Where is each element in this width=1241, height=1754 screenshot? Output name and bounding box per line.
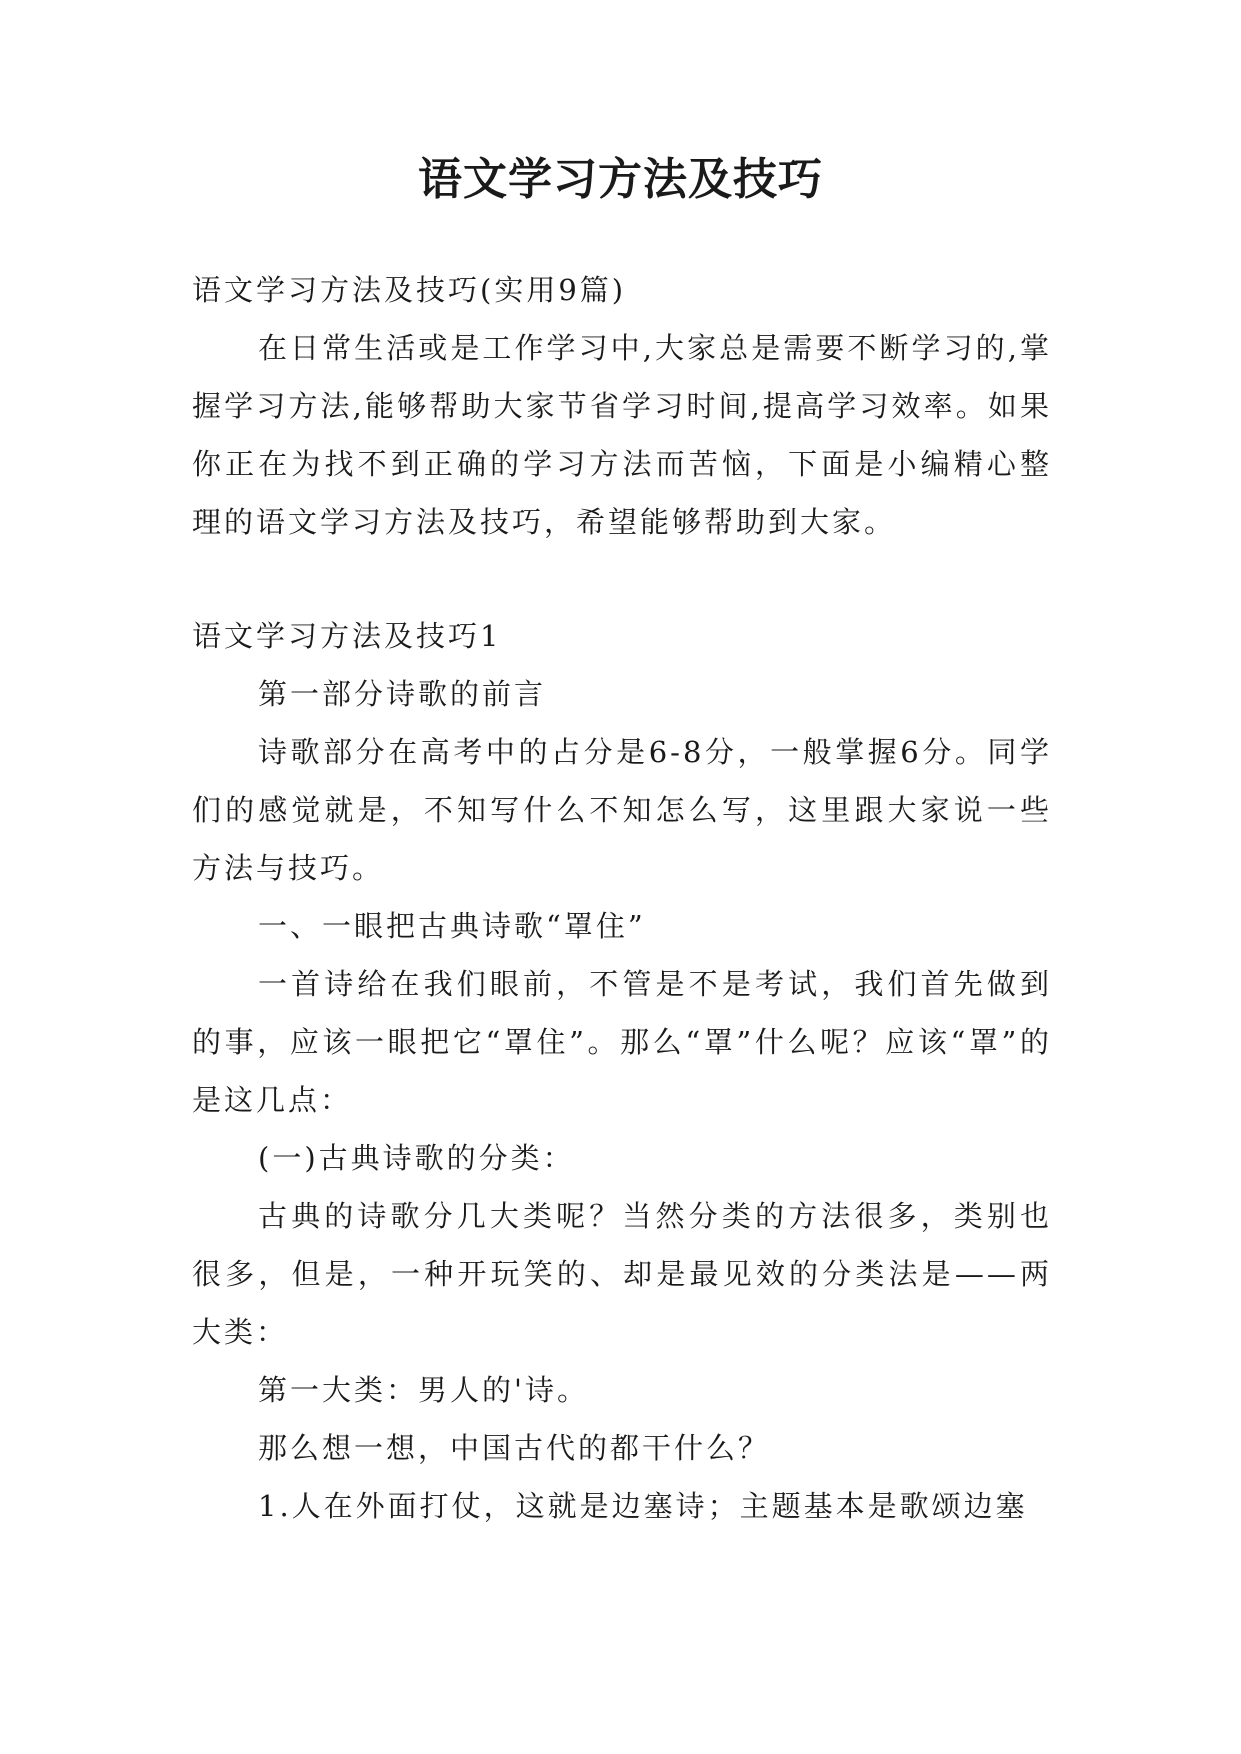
subheading: (一)古典诗歌的分类： xyxy=(258,1141,575,1175)
body-paragraph: 古典的诗歌分几大类呢？当然分类的方法很多，类别也很多，但是，一种开玩笑的、却是最见效的分类法是——两大类： xyxy=(192,1199,1052,1349)
intro-paragraph: 在日常生活或是工作学习中,大家总是需要不断学习的,掌握学习方法,能够帮助大家节省学习时间,提高学习效率。如果你正在为找不到正确的学习方法而苦恼，下面是小编精心整理的语文学习方法及技巧，希望能够帮助到大家。 xyxy=(192,331,1052,539)
body-paragraph: 第一大类：男人的'诗。 xyxy=(258,1373,589,1407)
part-heading: 第一部分诗歌的前言 xyxy=(258,677,547,711)
body-paragraph: 1.人在外面打仗，这就是边塞诗；主题基本是歌颂边塞 xyxy=(258,1489,1028,1523)
document-title: 语文学习方法及技巧 xyxy=(418,154,823,205)
subheading: 一、一眼把古典诗歌“罩住” xyxy=(258,909,646,943)
subtitle-paragraph: 语文学习方法及技巧(实用9篇) xyxy=(192,273,627,307)
body-paragraph: 一首诗给在我们眼前，不管是不是考试，我们首先做到的事，应该一眼把它“罩住”。那么“罩”什么呢？应该“罩”的是这几点： xyxy=(192,967,1052,1117)
body-paragraph: 那么想一想，中国古代的都干什么？ xyxy=(258,1431,771,1465)
document-body xyxy=(192,261,1052,1535)
body-paragraph: 诗歌部分在高考中的占分是6-8分，一般掌握6分。同学们的感觉就是，不知写什么不知怎么写，这里跟大家说一些方法与技巧。 xyxy=(192,735,1052,885)
section-heading: 语文学习方法及技巧1 xyxy=(192,619,502,653)
